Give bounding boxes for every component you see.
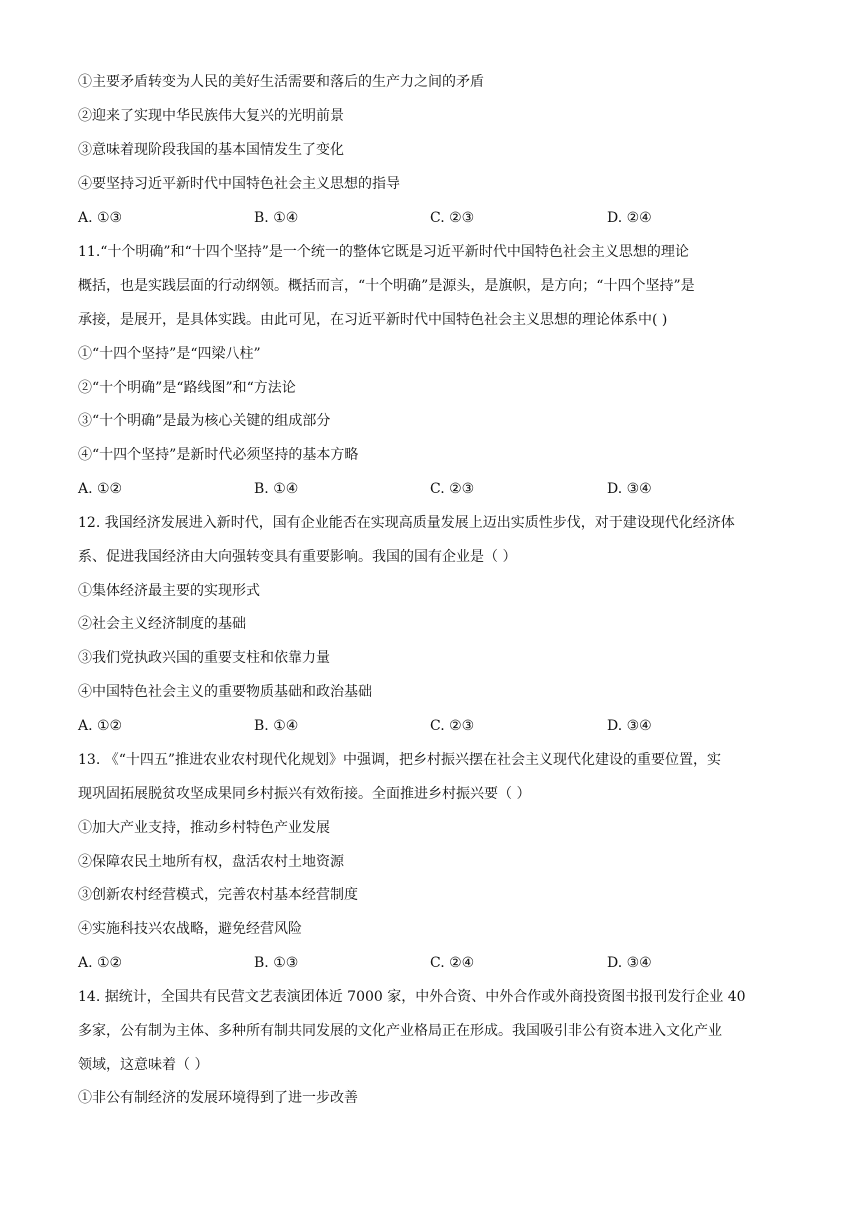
q12-item-1: ①集体经济最主要的实现形式	[78, 583, 260, 599]
q11-option-a: A. ①②	[78, 481, 123, 497]
q13-stem-line-1: 13. 《“十四五”推进农业农村现代化规划》中强调，把乡村振兴摆在社会主义现代化建设的重要位置，实	[78, 752, 722, 768]
q12-item-3: ③我们党执政兴国的重要支柱和依靠力量	[78, 650, 330, 666]
q12-option-d: D. ③④	[607, 718, 652, 734]
q11-item-2: ②“十个明确”是“路线图”和“方法论	[78, 380, 296, 396]
q10-option-a: A. ①③	[78, 210, 123, 226]
q11-stem-line-2: 概括，也是实践层面的行动纲领。概括而言，“十个明确”是源头，是旗帜，是方向；“十四个坚持”是	[78, 278, 695, 294]
q11-option-b: B. ①④	[254, 481, 299, 497]
q12-item-2: ②社会主义经济制度的基础	[78, 616, 246, 632]
q12-option-c: C. ②③	[430, 718, 475, 734]
q13-option-a: A. ①②	[78, 955, 123, 971]
q14-stem-line-1: 14. 据统计，全国共有民营文艺表演团体近 7000 家，中外合资、中外合作或外商投资图书报刊发行企业 40	[78, 989, 746, 1005]
q14-stem-line-3: 领域，这意味着（ ）	[78, 1057, 209, 1073]
q13-option-d: D. ③④	[607, 955, 652, 971]
q12-option-a: A. ①②	[78, 718, 123, 734]
q13-item-1: ①加大产业支持，推动乡村特色产业发展	[78, 820, 330, 836]
q11-item-4: ④“十四个坚持”是新时代必须坚持的基本方略	[78, 447, 359, 463]
q10-item-2: ②迎来了实现中华民族伟大复兴的光明前景	[78, 108, 344, 124]
q13-item-4: ④实施科技兴农战略，避免经营风险	[78, 921, 302, 937]
q10-item-1: ①主要矛盾转变为人民的美好生活需要和落后的生产力之间的矛盾	[78, 74, 484, 90]
q11-stem-line-3: 承接，是展开，是具体实践。由此可见，在习近平新时代中国特色社会主义思想的理论体系中( )	[78, 312, 668, 328]
q13-item-2: ②保障农民土地所有权，盘活农村土地资源	[78, 854, 344, 870]
q12-item-4: ④中国特色社会主义的重要物质基础和政治基础	[78, 684, 372, 700]
q12-option-b: B. ①④	[254, 718, 299, 734]
q12-stem-line-2: 系、促进我国经济由大向强转变具有重要影响。我国的国有企业是（ ）	[78, 549, 517, 565]
q10-option-b: B. ①④	[254, 210, 299, 226]
q13-option-b: B. ①③	[254, 955, 299, 971]
q11-item-1: ①“十四个坚持”是“四梁八柱”	[78, 346, 261, 362]
q14-item-1: ①非公有制经济的发展环境得到了进一步改善	[78, 1090, 358, 1106]
q11-option-c: C. ②③	[430, 481, 475, 497]
q10-item-3: ③意味着现阶段我国的基本国情发生了变化	[78, 142, 344, 158]
q11-stem-line-1: 11.“十个明确”和“十四个坚持”是一个统一的整体它既是习近平新时代中国特色社会主义思想的理论	[78, 244, 689, 260]
q12-stem-line-1: 12. 我国经济发展进入新时代，国有企业能否在实现高质量发展上迈出实质性步伐，对于建设现代化经济体	[78, 515, 735, 531]
q13-item-3: ③创新农村经营模式，完善农村基本经营制度	[78, 887, 358, 903]
q13-stem-line-2: 现巩固拓展脱贫攻坚成果同乡村振兴有效衔接。全面推进乡村振兴要（ ）	[78, 786, 531, 802]
q10-option-d: D. ②④	[607, 210, 652, 226]
q11-option-d: D. ③④	[607, 481, 652, 497]
q14-stem-line-2: 多家，公有制为主体、多种所有制共同发展的文化产业格局正在形成。我国吸引非公有资本进入文化产业	[78, 1023, 722, 1039]
q13-option-c: C. ②④	[430, 955, 475, 971]
q11-item-3: ③“十个明确”是最为核心关键的组成部分	[78, 413, 331, 429]
q10-option-c: C. ②③	[430, 210, 475, 226]
q10-item-4: ④要坚持习近平新时代中国特色社会主义思想的指导	[78, 176, 400, 192]
